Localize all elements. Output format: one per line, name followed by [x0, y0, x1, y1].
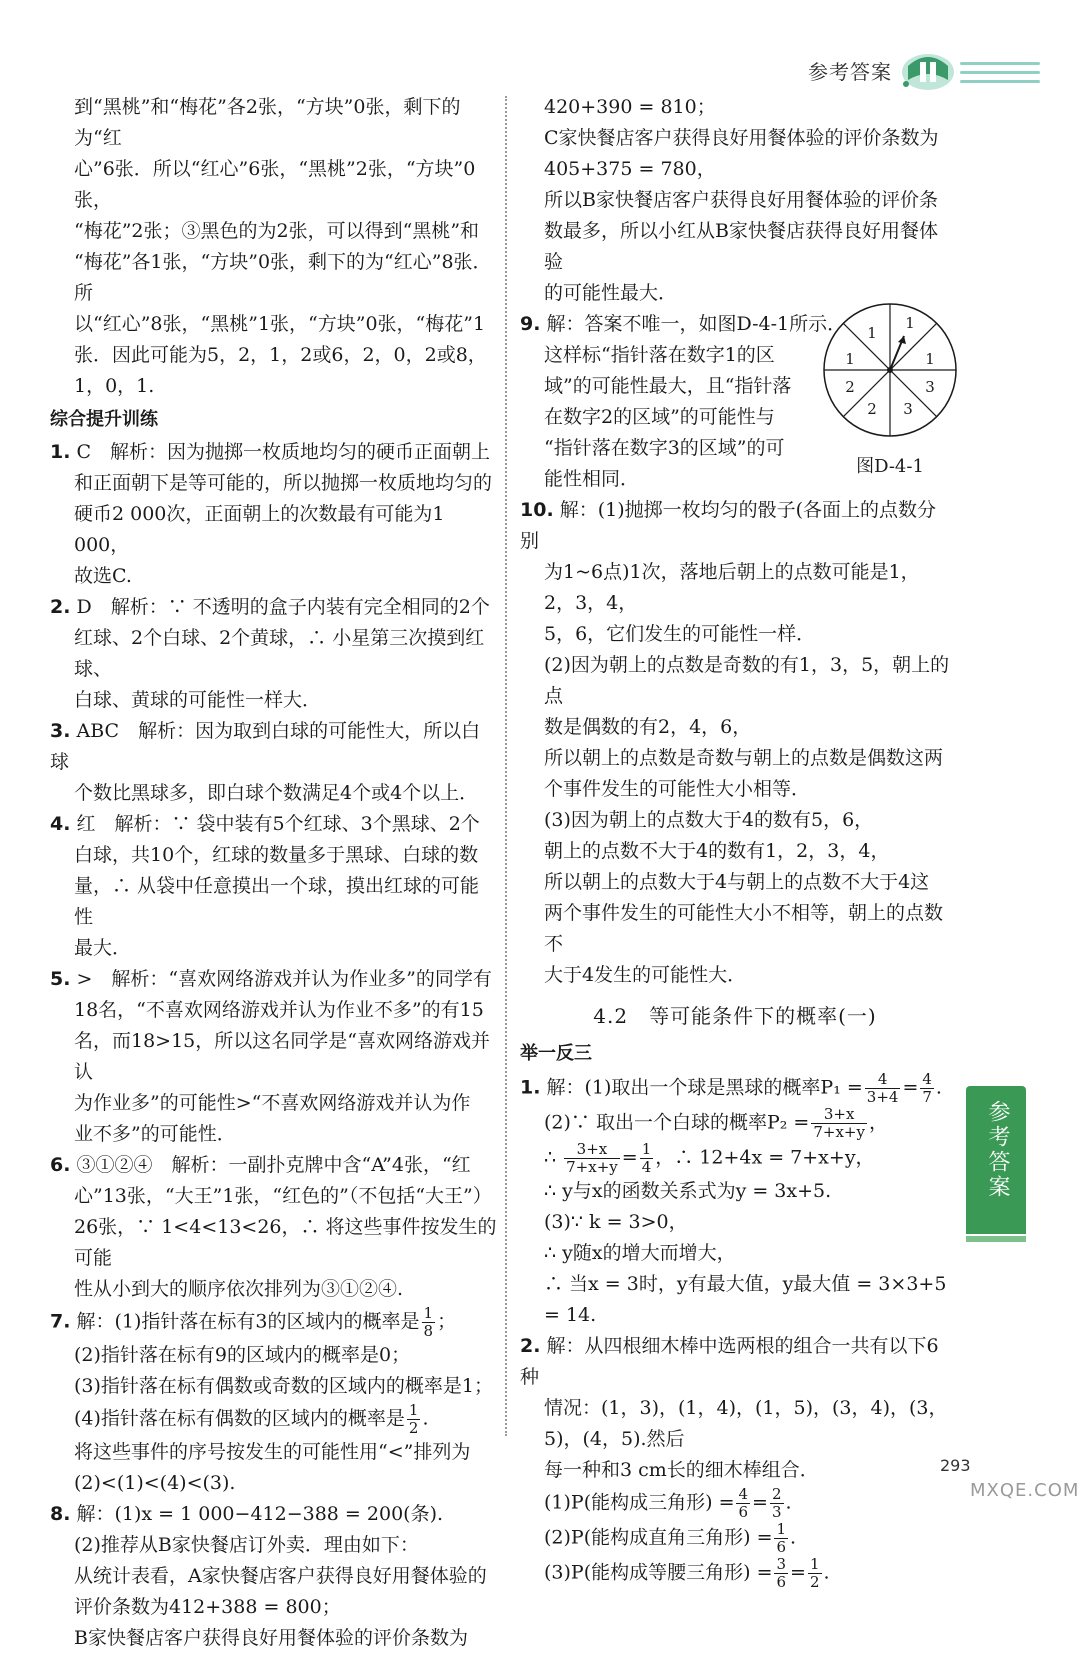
watermark: MXQE.COM: [970, 1480, 1079, 1501]
answer-8-continued: 420+390 = 810； C家快餐店客户获得良好用餐体验的评价条数为 405+375 = 780， 所以B家快餐店客户获得良好用餐体验的评价条 数最多，所以小红从B家快餐店获得良好用餐体验 的可能性最大．: [544, 96, 939, 304]
answer-2: 2. D 解析：∵ 不透明的盒子内装有完全相同的2个 红球、2个白球、2个黄球，∴ 小星第三次摸到红球、 白球、黄球的可能性一样大．: [50, 596, 490, 711]
answer-8: 8. 解：(1)x = 1 000−412−388 = 200(条). (2)推荐从B家快餐店订外卖．理由如下： 从统计表看，A家快餐店客户获得良好用餐体验的 评价条数为412+388 = 800； B家快餐店客户获得良好用餐体验的评价条数为: [50, 1503, 487, 1649]
header-title: 参考答案: [808, 60, 892, 84]
sector-label: 1: [925, 350, 935, 368]
book-logo-icon: [898, 44, 958, 94]
sector-label: 3: [903, 400, 913, 418]
answer-9: 9. 解：答案不唯一，如图D-4-1所示． 这样标“指针落在数字1的区 域”的可能性最大，且“指针落 在数字2的区域”的可能性与 “指针落在数字3的区域”的可 能性相同．: [520, 313, 847, 490]
header-decor-lines: [960, 62, 1040, 89]
fraction: $\frac{1}{2}$: [408, 1401, 419, 1437]
section-heading: 综合提升训练: [50, 409, 158, 430]
spinner-diagram: [820, 300, 960, 440]
answer-4: 4. 红 解析：∵ 袋中装有5个红球、3个黑球、2个 白球，共10个，红球的数量多于黑球、白球的数 量，∴ 从袋中任意摸出一个球，摸出红球的可能性 最大．: [50, 813, 480, 959]
figure-caption: 图D-4-1: [856, 456, 924, 477]
spinner-figure: [820, 300, 960, 477]
problem-1: 1. 解：(1)取出一个球是黑球的概率P₁ = $\frac{4}{3+4}$ = $\frac{4}{7}$ . (2)∵ 取出一个白球的概率P₂ = $\frac{3+x}{7+x+y}$ ， ∴ $\frac{3+x}{7+x+y}$ = $\frac{1}{4}$ ，∴ 12+4x = 7+x+y， ∴ y与x的函数关系式为y = 3x+5. (3)∵ k = 3>0， ∴ y随x的增大而增大， ∴ 当x = 3时，y有最大值，y最大值 = 3×3+5 = 14.: [520, 1070, 947, 1326]
sector-label: 1: [867, 324, 877, 342]
sector-label: 1: [905, 314, 915, 332]
side-tab: 参考答案: [966, 1086, 1026, 1234]
answer-10: 10. 解：(1)抛掷一枚均匀的骰子(各面上的点数分别 为1~6点)1次，落地后朝上的点数可能是1，2，3，4， 5，6，它们发生的可能性一样． (2)因为朝上的点数是奇数的有1，3，5，朝上的点 数是偶数的有2，4，6， 所以朝上的点数是奇数与朝上的点数是偶数这两 个事件发生的可能性大小相等． (3)因为朝上的点数大于4的数有5，6， 朝上的点数不大于4的数有1，2，3，4， 所以朝上的点数大于4与朝上的点数不大于4这 两个事件发生的可能性大小不相等，朝上的点数不 大于4发生的可能性大．: [520, 499, 950, 986]
page-number: 293: [940, 1456, 971, 1475]
answer-3: 3. ABC 解析：因为取到白球的可能性大，所以白球 个数比黑球多，即白球个数满足4个或4个以上．: [50, 720, 481, 804]
side-tab-bar: [966, 1236, 1026, 1242]
section-heading: 举一反三: [520, 1043, 592, 1064]
answer-7: 7. 解：(1)指针落在标有3的区域内的概率是 $\frac{1}{8}$ ； (2)指针落在标有9的区域内的概率是0； (3)指针落在标有偶数或奇数的区域内的概率是1； (4)指针落在标有偶数的区域内的概率是 $\frac{1}{2}$ . 将这些事件的序号按发生的可能性用“<”排列为 (2)<(1)<(4)<(3).: [50, 1304, 494, 1494]
answer-6: 6. ③①②④ 解析：一副扑克牌中含“A”4张，“红 心”13张，“大王”1张，“红色的”（不包括“大王”） 26张，∵ 1<4<13<26，∴ 将这些事件按发生的可能 性从小到大的顺序依次排列为③①②④.: [50, 1154, 497, 1300]
sector-label: 3: [925, 378, 935, 396]
section-title: 4.2 等可能条件下的概率(一): [593, 1004, 877, 1028]
answer-1: 1. C 解析：因为抛掷一枚质地均匀的硬币正面朝上 和正面朝下是等可能的，所以抛掷一枚质地均匀的 硬币2 000次，正面朝上的次数最有可能为1 000， 故选C.: [50, 441, 493, 587]
answer-5: 5. > 解析：“喜欢网络游戏并认为作业多”的同学有 18名，“不喜欢网络游戏并认为作业不多”的有15 名，而18>15，所以这名同学是“喜欢网络游戏并认 为作业多”的可能性>“不喜欢网络游戏并认为作 业不多”的可能性．: [50, 968, 492, 1145]
sector-label: 1: [845, 350, 855, 368]
problem-2: 2. 解：从四根细木棒中选两根的组合一共有以下6种 情况：(1，3)，(1，4)，(1，5)，(3，4)，(3，5)，(4，5).然后 每一种和3 cm长的细木棒组合． (1)P(能构成三角形) = $\frac{4}{6}$ = $\frac{2}{3}$ . (2)P(能构成直角三角形) = $\frac{1}{6}$ . (3)P(能构成等腰三角形) = $\frac{3}{6}$ = $\frac{1}{2}$ .: [520, 1335, 948, 1591]
sector-label: 2: [867, 400, 877, 418]
left-column: [50, 92, 498, 1654]
intro-continuation: 到“黑桃”和“梅花”各2张，“方块”0张，剩下的为“红 心”6张．所以“红心”6张，“黑桃”2张，“方块”0张， “梅花”2张；③黑色的为2张，可以得到“黑桃”和 “梅花”各1张，“方块”0张，剩下的为“红心”8张．所 以“红心”8张，“黑桃”1张，“方块”0张，“梅花”1 张．因此可能为5，2，1，2或6，2，0，2或8，1，0，1.: [74, 96, 492, 397]
sector-label: 2: [845, 378, 855, 396]
column-divider: [505, 96, 507, 1436]
fraction: $\frac{1}{8}$: [423, 1304, 434, 1340]
page-header: [0, 0, 1059, 100]
